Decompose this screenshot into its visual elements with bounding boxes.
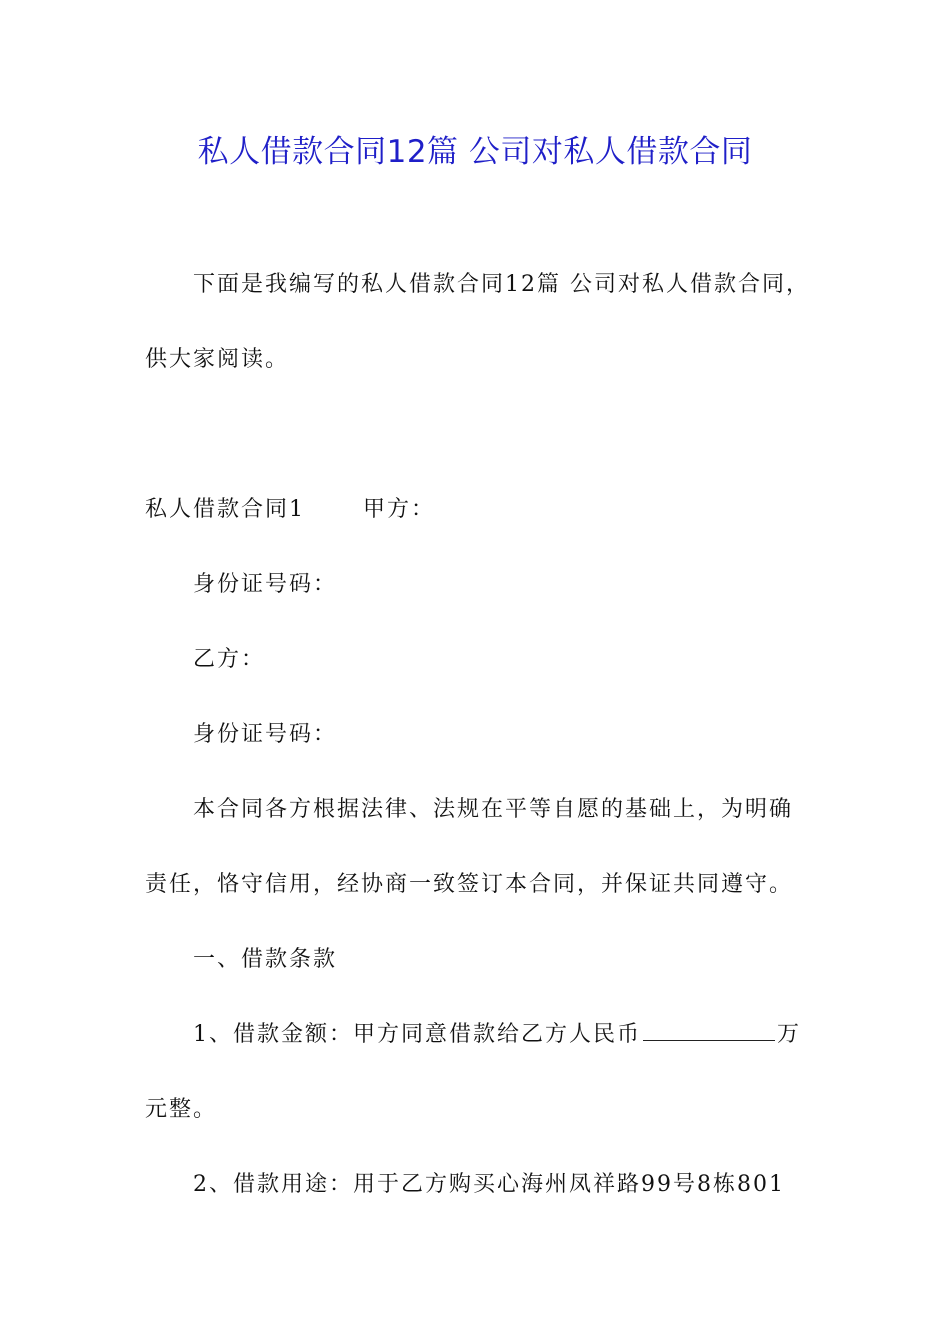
- intro-line-2: 供大家阅读。: [145, 347, 290, 372]
- party-a-label: 甲方：: [363, 497, 436, 522]
- preamble-line-2: 责任，恪守信用，经协商一致签订本合同，并保证共同遵守。: [145, 872, 794, 897]
- document-title: 私人借款合同12篇 公司对私人借款合同: [197, 134, 753, 170]
- clause-2-line-1: 2、借款用途：用于乙方购买心海州凤祥路99号8栋801: [193, 1172, 785, 1197]
- clause-heading: 一、借款条款: [193, 947, 338, 972]
- clause-1-line-1: [193, 1020, 801, 1050]
- party-a-id-label: 身份证号码：: [193, 572, 338, 597]
- amount-blank-line: [643, 1020, 775, 1041]
- party-b-id-label: 身份证号码：: [193, 722, 338, 747]
- contract-heading-row: [145, 495, 435, 525]
- clause-1-suffix: 万: [777, 1022, 802, 1047]
- party-b-label: 乙方：: [193, 647, 266, 672]
- section-heading: 私人借款合同1: [145, 497, 305, 522]
- intro-line-1: 下面是我编写的私人借款合同12篇 公司对私人借款合同，: [193, 272, 810, 297]
- clause-1-line-2: 元整。: [145, 1097, 218, 1122]
- clause-1-prefix: 1、借款金额：甲方同意借款给乙方人民币: [193, 1022, 641, 1047]
- preamble-line-1: 本合同各方根据法律、法规在平等自愿的基础上，为明确: [193, 797, 794, 822]
